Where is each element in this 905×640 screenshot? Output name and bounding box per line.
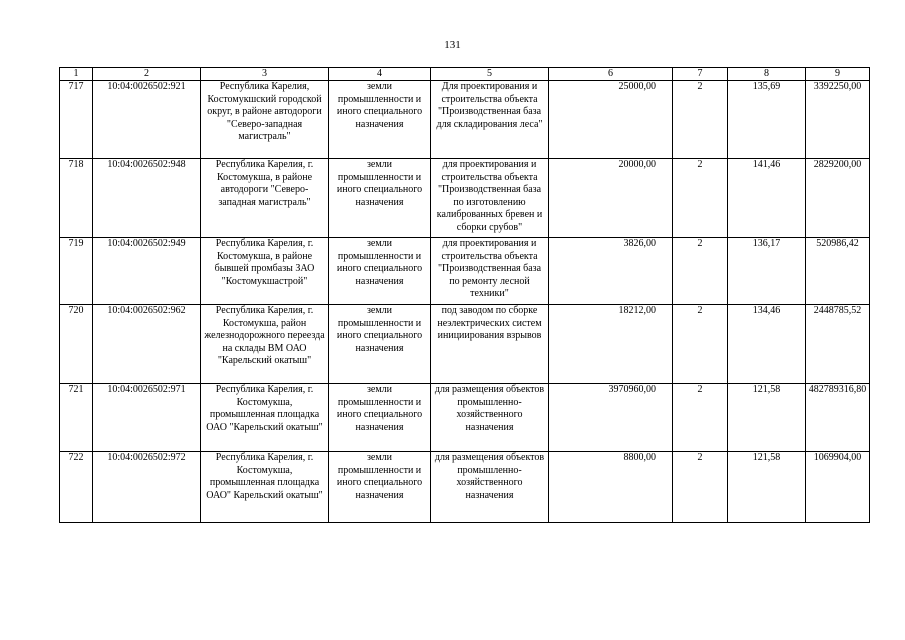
cadastral-value-cell: 1069904,00 <box>806 452 870 523</box>
group-cell: 2 <box>673 305 728 384</box>
table-row <box>60 238 870 305</box>
table-row <box>60 384 870 452</box>
header-cell: 3 <box>201 68 329 81</box>
row-number: 720 <box>60 305 93 384</box>
permitted-use-cell: для проектирования и строительства объекта "Производственная база по изготовлению калиброванных бревен и сборки срубов" <box>431 159 549 238</box>
row-number: 722 <box>60 452 93 523</box>
header-cell: 9 <box>806 68 870 81</box>
land-registry-table <box>59 67 870 523</box>
group-cell: 2 <box>673 384 728 452</box>
address-cell: Республика Карелия, Костомукшский городской округ, в районе автодороги "Северо-западная магистраль" <box>201 81 329 159</box>
land-category-cell: земли промышленности и иного специального назначения <box>329 384 431 452</box>
cadastral-number: 10:04:0026502:949 <box>93 238 201 305</box>
cadastral-value-cell: 2448785,52 <box>806 305 870 384</box>
address-cell: Республика Карелия, г. Костомукша, район железнодорожного переезда на склады ВМ ОАО "Карельский окатыш" <box>201 305 329 384</box>
page-number: 131 <box>444 39 461 51</box>
group-cell: 2 <box>673 452 728 523</box>
permitted-use-cell: под заводом по сборке неэлектрических систем инициирования взрывов <box>431 305 549 384</box>
cadastral-number: 10:04:0026502:948 <box>93 159 201 238</box>
land-category-cell: земли промышленности и иного специального назначения <box>329 159 431 238</box>
permitted-use-cell: для размещения объектов промышленно-хозяйственного назначения <box>431 384 549 452</box>
rate-cell: 136,17 <box>728 238 806 305</box>
rate-cell: 121,58 <box>728 384 806 452</box>
cadastral-number: 10:04:0026502:962 <box>93 305 201 384</box>
row-number: 718 <box>60 159 93 238</box>
address-cell: Республика Карелия, г. Костомукша, в районе автодороги "Северо-западная магистраль" <box>201 159 329 238</box>
rate-cell: 141,46 <box>728 159 806 238</box>
header-cell: 2 <box>93 68 201 81</box>
permitted-use-cell: Для проектирования и строительства объекта "Производственная база для складирования леса" <box>431 81 549 159</box>
area-cell: 3970960,00 <box>549 384 673 452</box>
group-cell: 2 <box>673 81 728 159</box>
header-cell: 4 <box>329 68 431 81</box>
header-cell: 1 <box>60 68 93 81</box>
cadastral-number: 10:04:0026502:972 <box>93 452 201 523</box>
area-cell: 18212,00 <box>549 305 673 384</box>
area-cell: 20000,00 <box>549 159 673 238</box>
cadastral-value-cell: 520986,42 <box>806 238 870 305</box>
header-cell: 6 <box>549 68 673 81</box>
cadastral-number: 10:04:0026502:921 <box>93 81 201 159</box>
group-cell: 2 <box>673 238 728 305</box>
address-cell: Республика Карелия, г. Костомукша, в районе бывшей промбазы ЗАО "Костомукшастрой" <box>201 238 329 305</box>
rate-cell: 134,46 <box>728 305 806 384</box>
permitted-use-cell: для размещения объектов промышленно-хозяйственного назначения <box>431 452 549 523</box>
land-category-cell: земли промышленности и иного специального назначения <box>329 81 431 159</box>
table-header-row <box>60 68 870 81</box>
land-category-cell: земли промышленности и иного специального назначения <box>329 305 431 384</box>
table-row <box>60 305 870 384</box>
group-cell: 2 <box>673 159 728 238</box>
cadastral-value-cell: 482789316,80 <box>806 384 870 452</box>
cadastral-value-cell: 2829200,00 <box>806 159 870 238</box>
permitted-use-cell: для проектирования и строительства объекта "Производственная база по ремонту лесной техники" <box>431 238 549 305</box>
cadastral-number: 10:04:0026502:971 <box>93 384 201 452</box>
table-row <box>60 159 870 238</box>
header-cell: 8 <box>728 68 806 81</box>
row-number: 721 <box>60 384 93 452</box>
header-cell: 7 <box>673 68 728 81</box>
rate-cell: 135,69 <box>728 81 806 159</box>
row-number: 719 <box>60 238 93 305</box>
cadastral-value-cell: 3392250,00 <box>806 81 870 159</box>
land-category-cell: земли промышленности и иного специального назначения <box>329 452 431 523</box>
address-cell: Республика Карелия, г. Костомукша, промышленная площадка ОАО" Карельский окатыш" <box>201 452 329 523</box>
table-row <box>60 81 870 159</box>
rate-cell: 121,58 <box>728 452 806 523</box>
area-cell: 8800,00 <box>549 452 673 523</box>
area-cell: 3826,00 <box>549 238 673 305</box>
row-number: 717 <box>60 81 93 159</box>
address-cell: Республика Карелия, г. Костомукша, промышленная площадка ОАО "Карельский окатыш" <box>201 384 329 452</box>
land-category-cell: земли промышленности и иного специального назначения <box>329 238 431 305</box>
header-cell: 5 <box>431 68 549 81</box>
table-row <box>60 452 870 523</box>
area-cell: 25000,00 <box>549 81 673 159</box>
